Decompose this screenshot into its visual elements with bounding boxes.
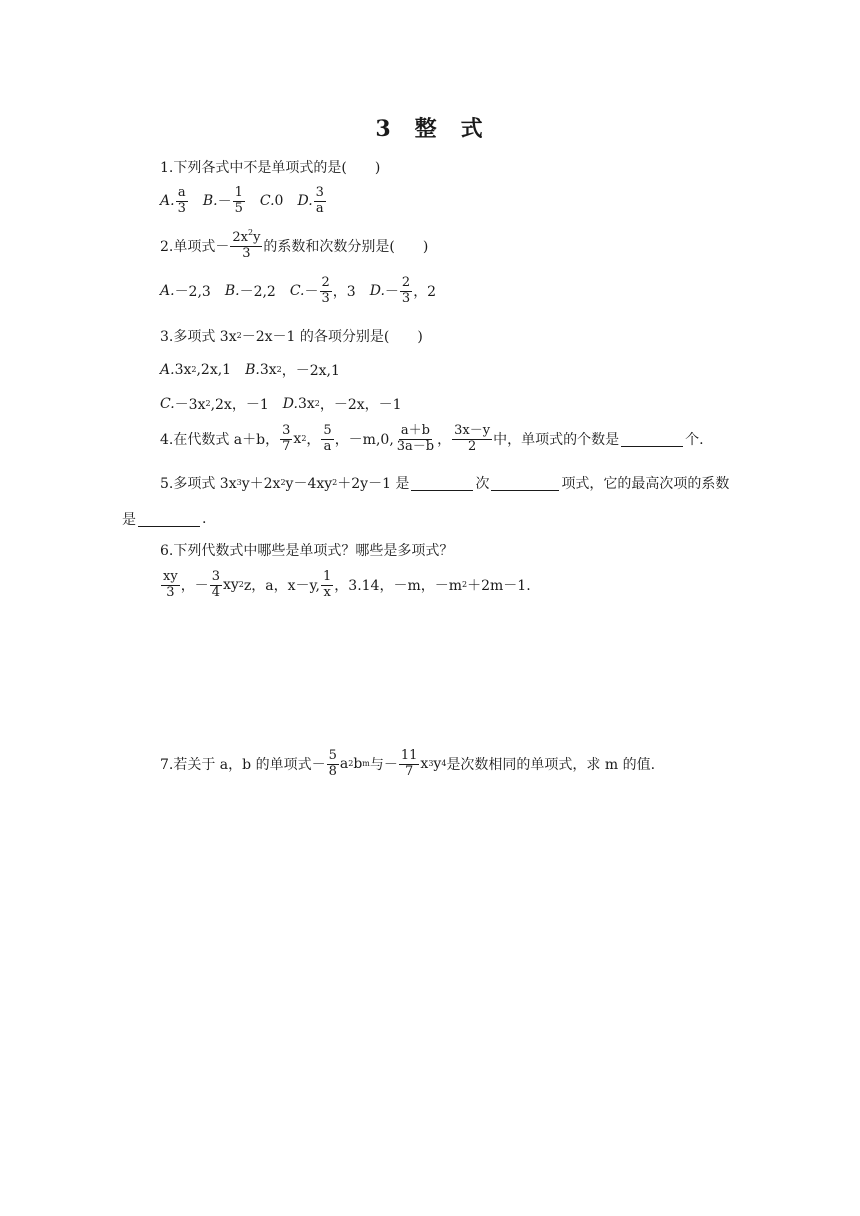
option-d-label: D.: [297, 193, 313, 210]
option-a-label: A.: [160, 362, 175, 378]
question-7: 7.若关于 a，b 的单项式－ $\frac{5}{8}$ a 2 b m 与－ $\frac{11}{7}$ x 3 y 4 是次数相同的单项式，求 m 的值.: [160, 748, 656, 779]
question-2-stem: 2.单项式－ $\frac{2x^2y}{3}$ 的系数和次数分别是( ): [160, 228, 429, 261]
fraction-3x-y: $\frac{3x-y}{2}$: [454, 423, 491, 454]
title-char-2: 式: [460, 116, 485, 142]
question-3-options-cd: C. －3x 2 ,2x，－1 D. 3x 2 ，－2x，－1: [160, 396, 402, 413]
question-1-stem: 1.下列各式中不是单项式的是( ): [160, 160, 381, 176]
fraction-11-7: $\frac{11}{7}$: [400, 748, 418, 779]
fraction-xy-3: $\frac{xy}{3}$: [163, 569, 178, 600]
fraction-3-7: $\frac{3}{7}$: [282, 423, 291, 454]
option-d-label: D.: [282, 396, 298, 412]
option-b-label: B.: [202, 193, 218, 210]
answer-blank[interactable]: [621, 432, 683, 447]
answer-blank-coefficient[interactable]: [138, 512, 200, 527]
question-5-line-2: 是 .: [122, 511, 207, 528]
option-d-fraction: $\frac{3}{a}$: [315, 185, 324, 216]
question-6-expressions: $\frac{xy}{3}$ ，－ $\frac{3}{4}$ xy 2 z，a，x－y, $\frac{1}{x}$ ，3.14，－m，－m 2 ＋2m－1.: [163, 569, 531, 600]
question-5-line-1: 5.多项式 3x 3 y＋2x 2 y－4xy 2 ＋2y－1 是 次 项式，它的最高次项的系数: [160, 476, 730, 492]
page-title: [0, 112, 860, 143]
fraction-3-4: $\frac{3}{4}$: [211, 569, 220, 600]
question-1-options: A. $\frac{a}{3}$ B. － $\frac{1}{5}$ C. 0 D. $\frac{3}{a}$: [160, 185, 324, 216]
option-b-label: B.: [224, 283, 240, 300]
answer-blank-terms[interactable]: [491, 476, 559, 491]
option-a-label: A.: [160, 283, 175, 300]
question-3-stem: 3.多项式 3x 2 －2x－1 的各项分别是( ): [160, 329, 423, 345]
option-c-label: C.: [289, 283, 305, 300]
fraction-5-a: $\frac{5}{a}$: [323, 423, 332, 454]
option-c-fraction: $\frac{2}{3}$: [321, 275, 330, 306]
title-number: 3: [375, 116, 393, 142]
question-6-stem: 6.下列代数式中哪些是单项式？哪些是多项式？: [160, 543, 454, 559]
title-char-1: 整: [414, 116, 439, 142]
fraction-5-8: $\frac{5}{8}$: [328, 748, 337, 779]
option-a-fraction: $\frac{a}{3}$: [177, 185, 186, 216]
option-a-label: A.: [160, 193, 175, 210]
option-b-label: B.: [245, 362, 260, 378]
option-c-label: C.: [259, 193, 275, 210]
question-4: 4.在代数式 a＋b， $\frac{3}{7}$ x 2 ， $\frac{5}{a}$ ，－m,0, $\frac{a+b}{3a-b}$ ， $\frac{3x-y}{2}$ 中，单项式的个数是 个.: [160, 423, 704, 454]
fraction-ab: $\frac{a+b}{3a-b}$: [396, 423, 435, 454]
question-2-fraction: $\frac{2x^2y}{3}$: [232, 228, 261, 261]
answer-blank-degree[interactable]: [411, 476, 473, 491]
question-2-options: A. －2,3 B. －2,2 C. － $\frac{2}{3}$ ，3 D. － $\frac{2}{3}$ ，2: [160, 275, 437, 306]
option-d-fraction: $\frac{2}{3}$: [401, 275, 411, 306]
question-3-options-ab: A. 3x 2 ,2x,1 B. 3x 2 ，－2x,1: [160, 362, 340, 379]
option-c-label: C.: [160, 396, 175, 412]
option-d-label: D.: [369, 283, 385, 300]
option-b-fraction: $\frac{1}{5}$: [234, 185, 243, 216]
fraction-1-x: $\frac{1}{x}$: [323, 569, 332, 600]
